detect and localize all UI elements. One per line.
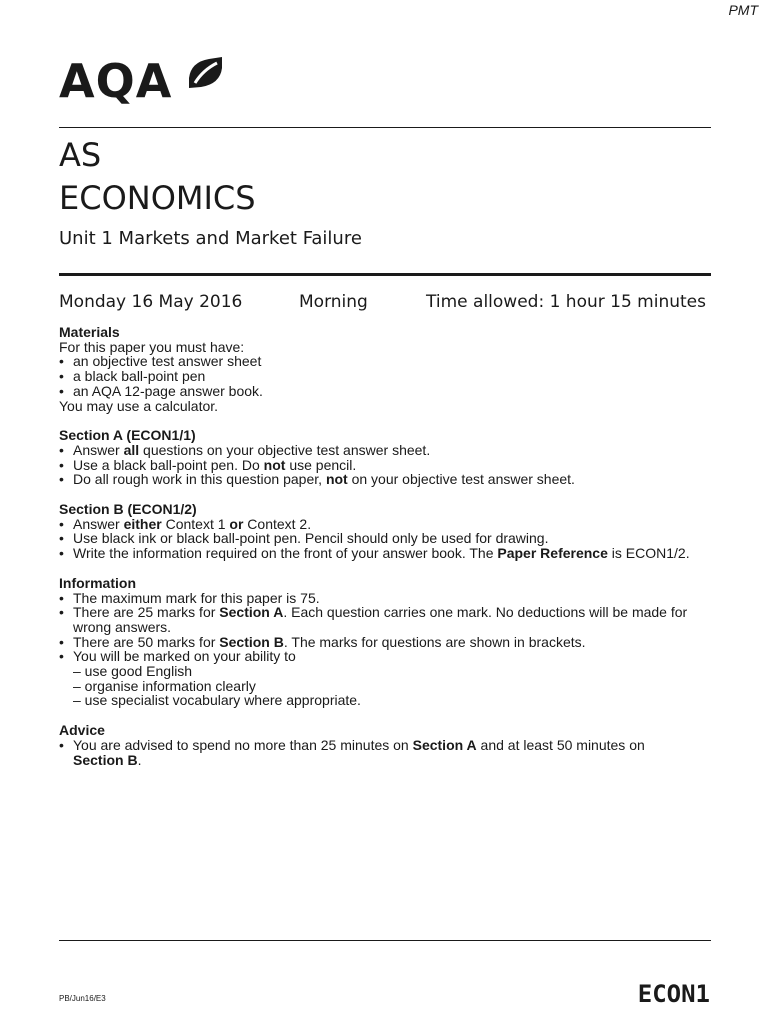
logo-text: AQA <box>59 54 173 108</box>
section-b-heading: Section B (ECON1/2) <box>59 501 197 518</box>
list-item: • an AQA 12-page answer book. <box>59 384 719 399</box>
advice-list <box>59 738 719 767</box>
subject-title: ECONOMICS <box>59 179 256 217</box>
list-item: • There are 50 marks for Section B. The marks for questions are shown in brackets. <box>59 635 719 650</box>
list-item: • You are advised to spend no more than 25 minutes on Section A and at least 50 minutes on Section B. <box>59 738 719 767</box>
materials-heading: Materials <box>59 324 120 340</box>
paper-code: ECON1 <box>637 980 710 1008</box>
section-a-list <box>59 443 719 487</box>
list-item: • an objective test answer sheet <box>59 354 719 369</box>
list-item: • Answer either Context 1 or Context 2. <box>59 517 719 532</box>
title-rule <box>59 273 711 276</box>
list-item: • The maximum mark for this paper is 75. <box>59 591 719 606</box>
sub-item: – organise information clearly <box>73 677 256 694</box>
aqa-logo <box>59 52 229 110</box>
advice-heading: Advice <box>59 722 105 739</box>
list-item: • Write the information required on the front of your answer book. The Paper Reference is ECON1/2. <box>59 546 719 561</box>
list-item: • Do all rough work in this question paper, not on your objective test answer sheet. <box>59 472 719 487</box>
materials-outro: You may use a calculator. <box>59 397 219 414</box>
instructions <box>59 325 719 767</box>
list-item: • You will be marked on your ability to – use good English – organise information clearly – use specialist vocabulary where appropriate. <box>59 649 719 708</box>
materials-list <box>59 354 719 398</box>
exam-date: Monday 16 May 2016 <box>59 292 243 312</box>
materials-intro: For this paper you must have: <box>59 338 245 355</box>
list-item: • There are 25 marks for Section A. Each question carries one mark. No deductions will be made for wrong answers. <box>59 605 719 634</box>
sub-item: – use good English <box>73 663 193 680</box>
list-item: • Use a black ball-point pen. Do not use pencil. <box>59 458 719 473</box>
exam-session: Morning <box>299 292 368 312</box>
sub-item: – use specialist vocabulary where appropriate. <box>73 692 361 709</box>
logo-leaf-icon <box>187 56 224 90</box>
footer-code: PB/Jun16/E3 <box>59 994 106 1003</box>
top-rule <box>59 127 711 128</box>
section-b-list <box>59 517 719 561</box>
list-item: • Use black ink or black ball-point pen. Pencil should only be used for drawing. <box>59 531 719 546</box>
list-item: • a black ball-point pen <box>59 369 719 384</box>
section-a-heading: Section A (ECON1/1) <box>59 427 196 444</box>
time-allowed: Time allowed: 1 hour 15 minutes <box>426 292 706 312</box>
pmt-watermark: PMT <box>728 2 758 18</box>
information-heading: Information <box>59 574 136 591</box>
information-list <box>59 591 719 709</box>
bottom-rule <box>59 940 711 941</box>
unit-title: Unit 1 Markets and Market Failure <box>59 228 362 249</box>
level-title: AS <box>59 136 102 174</box>
list-item: • Answer all questions on your objective test answer sheet. <box>59 443 719 458</box>
